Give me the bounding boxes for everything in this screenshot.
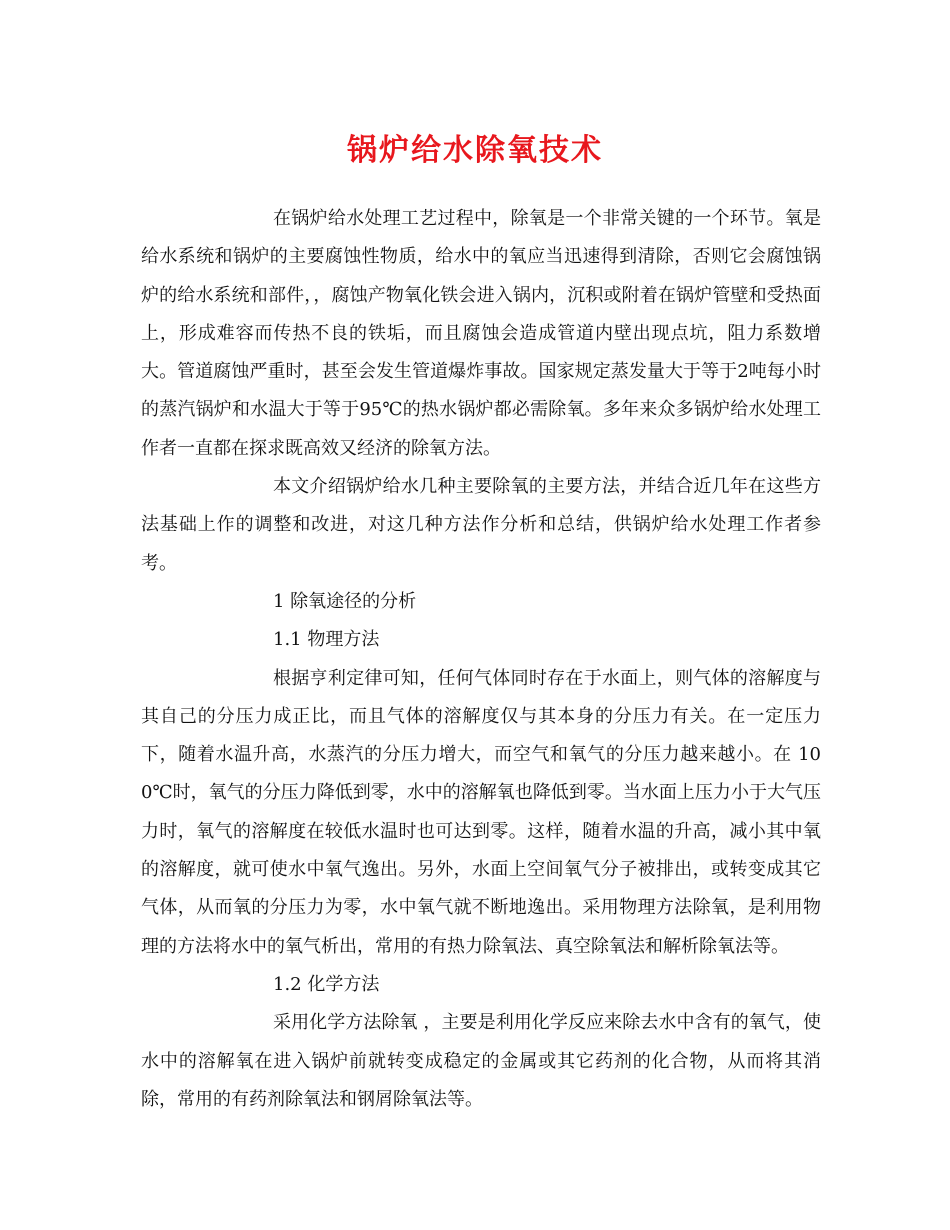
paragraph-purpose: 本文介绍锅炉给水几种主要除氧的主要方法，并结合近几年在这些方法基础上作的调整和改进，对这几种方法作分析和总结，供锅炉给水处理工作者参考。 [141,476,821,574]
paragraph-intro: 在锅炉给水处理工艺过程中，除氧是一个非常关键的一个环节。氧是给水系统和锅炉的主要腐蚀性物质，给水中的氧应当迅速得到清除，否则它会腐蚀锅炉的给水系统和部件，，腐蚀产物氧化铁会进入锅内，沉积或附着在锅炉管壁和受热面上，形成难容而传热不良的铁垢，而且腐蚀会造成管道内壁出现点坑，阻力系数增大。管道腐蚀严重时，甚至会发生管道爆炸事故。国家规定蒸发量大于等于2吨每小时的蒸汽锅炉和水温大于等于95℃的热水锅炉都必需除氧。多年来众多锅炉给水处理工作者一直都在探求既高效又经济的除氧方法。 [141,208,821,459]
document-title: 锅炉给水除氧技术 [347,133,603,168]
section-heading-1: 1 除氧途径的分析 [273,590,417,612]
document-body [141,200,821,1119]
section-heading-1-1: 1.1 物理方法 [273,629,380,651]
section-heading-1-2: 1.2 化学方法 [273,973,380,995]
paragraph-chemical-method: 采用化学方法除氧 ，主要是利用化学反应来除去水中含有的氧气，使水中的溶解氧在进入锅炉前就转变成稳定的金属或其它药剂的化合物，从而将其消除，常用的有药剂除氧法和钢屑除氧法等。 [141,1012,821,1110]
paragraph-physical-method: 根据亨利定律可知，任何气体同时存在于水面上，则气体的溶解度与其自己的分压力成正比，而且气体的溶解度仅与其本身的分压力有关。在一定压力下，随着水温升高，水蒸汽的分压力增大，而空气和氧气的分压力越来越小。在 100℃时，氧气的分压力降低到零，水中的溶解氧也降低到零。当水面上压力小于大气压力时，氧气的溶解度在较低水温时也可达到零。这样，随着水温的升高，减小其中氧的溶解度，就可使水中氧气逸出。另外，水面上空间氧气分子被排出，或转变成其它气体，从而氧的分压力为零，水中氧气就不断地逸出。采用物理方法除氧，是利用物理的方法将水中的氧气析出，常用的有热力除氧法、真空除氧法和解析除氧法等。 [141,667,821,957]
